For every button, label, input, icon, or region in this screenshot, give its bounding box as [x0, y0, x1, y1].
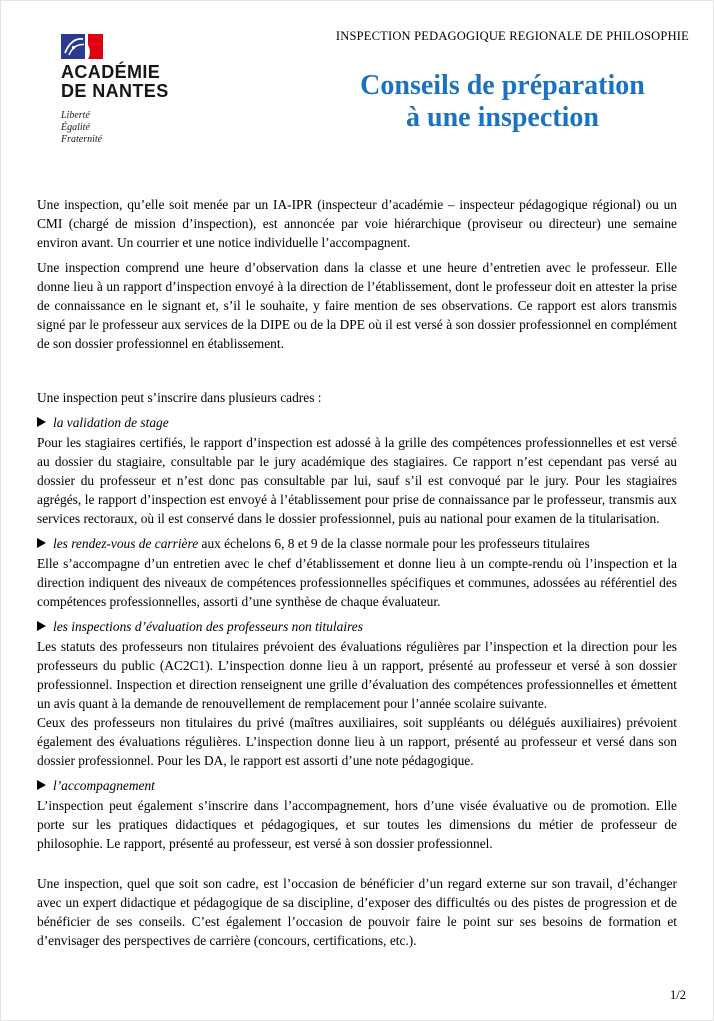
- arrow-bullet-icon: [37, 780, 46, 790]
- section-heading: [37, 776, 677, 796]
- section-heading-italic: la validation de stage: [53, 415, 169, 430]
- section-paragraph: Les statuts des professeurs non titulaires prévoient des évaluations régulières par l’inspection et la direction pour les professeurs du public (AC2C1). L’inspection donne lieu à un rapport, présenté au professeur et versé à son dossier professionnel. Inspection et direction renseignent une grille d’évaluation des compétences professionnelles et émettent un avis quant à la demande de renouvellement de remplacement pour l’année scolaire suivante.: [37, 639, 677, 711]
- section-heading-italic: les inspections d’évaluation des professeurs non titulaires: [53, 619, 363, 634]
- section-paragraph: Elle s’accompagne d’un entretien avec le chef d’établissement et donne lieu à un compte-rendu où l’inspection et la direction indiquent des niveaux de compétences professionnelles spécifiques et communes, adossées au référentiel des compétences professionnelles, assorti d’une synthèse de chaque évaluateur.: [37, 556, 677, 609]
- motto-line: Fraternité: [61, 134, 103, 145]
- motto-line: Liberté: [61, 110, 90, 121]
- inspection-region-label: INSPECTION PEDAGOGIQUE REGIONALE DE PHILOSOPHIE: [335, 29, 689, 43]
- page-header: [1, 1, 713, 146]
- section-heading-italic: l’accompagnement: [53, 778, 155, 793]
- page-number: 1/2: [670, 988, 686, 1002]
- document-body: [1, 195, 713, 950]
- section-heading: [37, 617, 677, 637]
- arrow-bullet-icon: [37, 538, 46, 548]
- section-heading: [37, 413, 677, 433]
- french-flag-marianne-icon: [61, 34, 103, 59]
- section-heading-rest: aux échelons 6, 8 et 9 de la classe normale pour les professeurs titulaires: [198, 536, 590, 551]
- document-title: [316, 70, 689, 134]
- cadres-intro-line: Une inspection peut s’inscrire dans plusieurs cadres :: [37, 390, 322, 405]
- header-right: [211, 27, 689, 146]
- intro-paragraph: Une inspection, qu’elle soit menée par un IA-IPR (inspecteur d’académie – inspecteur pédagogique régional) ou un CMI (chargé de mission d’inspection), est annoncée par voie hiérarchique (proviseur ou directeur) une semaine environ avant. Un courrier et une notice individuelle l’accompagnent.: [37, 197, 677, 250]
- section-rendez-vous-de-carriere: [37, 534, 677, 611]
- academy-name: [61, 63, 211, 101]
- section-heading: [37, 534, 677, 554]
- section-paragraph: L’inspection peut également s’inscrire dans l’accompagnement, hors d’une visée évaluative ou de promotion. Elle porte sur les pratiques didactiques et pédagogiques, et sur toutes les dimensions du métier de professeur de philosophie. Le rapport, présenté au professeur, est versé à son dossier professionnel.: [37, 798, 677, 851]
- section-paragraph: Pour les stagiaires certifiés, le rapport d’inspection est adossé à la grille des compétences professionnelles et est versé au dossier du stagiaire, consultable par le jury académique des stagiaires. Ce rapport n’est cependant pas versé au dossier du professeur et n’est donc pas consultable par lui, sauf s’il est convoqué par le jury. Pour les stagiaires agrégés, le rapport d’inspection est envoyé à l’établissement pour prise de connaissance par le professeur, transmis aux services rectoraux, où il est conservé dans le dossier professionnel, puis au national pour examen de la titularisation.: [37, 435, 677, 526]
- academie-nantes-logo: [61, 27, 211, 146]
- document-title-line2: à une inspection: [406, 102, 599, 133]
- section-paragraph: Ceux des professeurs non titulaires du privé (maîtres auxiliaires, soit suppléants ou délégués auxiliaires) prévoient également des évaluations régulières. L’inspection donne lieu à un rapport, présenté au professeur et versé dans son dossier professionnel. Pour les DA, le rapport est assorti d’une note pédagogique.: [37, 715, 677, 768]
- section-heading-italic: les rendez-vous de carrière: [53, 536, 199, 551]
- motto-line: Égalité: [61, 122, 90, 133]
- section-inspections-evaluation-non-titulaires: [37, 617, 677, 770]
- academy-name-line1: ACADÉMIE: [61, 62, 161, 82]
- document-title-line1: Conseils de préparation: [360, 70, 645, 101]
- section-accompagnement: [37, 776, 677, 853]
- page-footer: [670, 988, 686, 1003]
- academy-name-line2: DE NANTES: [61, 81, 169, 101]
- arrow-bullet-icon: [37, 417, 46, 427]
- section-validation-de-stage: [37, 413, 677, 528]
- intro-paragraph: Une inspection comprend une heure d’observation dans la classe et une heure d’entretien avec le professeur. Elle donne lieu à un rapport d’inspection envoyé à la direction de l’établissement, dont le professeur doit en attester la prise de connaissance en le signant et, s’il le souhaite, y faire mention de ses observations. Ce rapport est alors transmis signé par le professeur aux services de la DIPE ou de la DPE où il est versé à son dossier professionnel en complément de son dossier professionnel en établissement.: [37, 260, 677, 351]
- arrow-bullet-icon: [37, 621, 46, 631]
- closing-paragraph: Une inspection, quel que soit son cadre, est l’occasion de bénéficier d’un regard externe sur son travail, d’échanger avec un expert didactique et pédagogique de sa discipline, d’exposer des difficultés ou des pistes de progression et de bénéficier de ses conseils. C’est également l’occasion de pouvoir faire le point sur ses besoins de formation et d’envisager des perspectives de carrière (concours, certifications, etc.).: [37, 876, 677, 948]
- republic-motto: [61, 110, 211, 146]
